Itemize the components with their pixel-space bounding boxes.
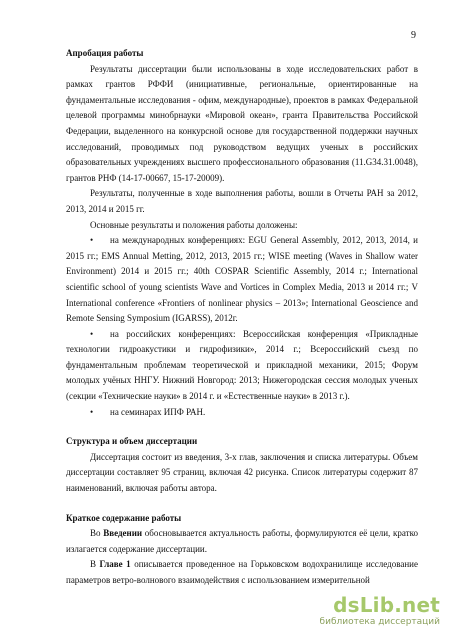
text-run: В xyxy=(90,559,100,570)
paragraph: Результаты, полученные в ходе выполнения работы, вошли в Отчеты РАН за 2012, 2013, 2014 и 2015 гг. xyxy=(66,188,418,214)
list-item xyxy=(66,327,418,405)
page-content xyxy=(66,46,418,589)
section-heading-summary: Краткое содержание работы xyxy=(66,512,182,523)
list-item-text: на международных конференциях: EGU General Assembly, 2012, 2013, 2014, и 2015 гг.; EMS Annual Metting, 2012, 2013, 2015 гг.; WISE meeting (Waves in Shallow water Environment) 2014 и 2015 гг.; 40th COSPAR Scientific Assembly, 2014 г.; International scientific school of young scientists Wave and Vortices in Complex Media, 2013 и 2014 гг.; V International conference «Frontiers of nonlinear physics – 2013»; International Geoscience and Remote Sensing Symposium (IGARSS), 2012г. xyxy=(66,235,418,324)
list-item xyxy=(66,233,418,327)
watermark-logo xyxy=(300,593,440,629)
paragraph xyxy=(66,557,418,588)
section-heading-approbation: Апробация работы xyxy=(66,48,144,58)
text-run: описывается проведенное на Горьковском водохранилище исследование параметров ветро-волнового взаимодействия с использованием измерительной xyxy=(66,559,418,585)
watermark-subtitle: библиотека диссертаций xyxy=(319,617,440,627)
paragraph: Результаты диссертации были использованы в ходе исследовательских работ в рамках грантов РФФИ (инициативные, региональные, ориентированные на фундаментальные исследования - офим, международные), проектов в рамках Федеральной целевой программы минобрнауки «Мировой океан», гранта Правительства Российской Федерации, выделенного на конкурсной основе для государственной поддержки научных исследований, проводимых под руководством ведущих ученых в российских образовательных учреждениях высшего профессионального образования (11.G34.31.0048), грантов РНФ (14-17-00667, 15-17-20009). xyxy=(66,63,418,183)
watermark-title: dsLib.net xyxy=(333,593,440,617)
bold-term: Введении xyxy=(103,528,143,539)
page-number: 9 xyxy=(411,30,416,41)
list-item-text: на семинарах ИПФ РАН. xyxy=(110,406,206,417)
section-heading-structure: Структура и объем диссертации xyxy=(66,436,198,447)
text-run: обосновывается актуальность работы, формулируются её цели, кратко излагается содержание диссертации. xyxy=(66,528,418,554)
list-item-text: на российских конференциях: Всероссийская конференция «Прикладные технологии гидроакустики и гидрофизики», 2014 г.; Всероссийский съезд по фундаментальным проблемам теоретической и прикладной механики, 2015; Форум молодых учёных ННГУ. Нижний Новгород: 2013; Нижегородская сессия молодых ученых (секции «Технические науки» в 2014 г. и «Естественные науки» в 2013 г.). xyxy=(66,328,418,402)
paragraph xyxy=(66,526,418,557)
paragraph: Диссертация состоит из введения, 3-х глав, заключения и списка литературы. Объем диссертации составляет 95 страниц, включая 42 рисунка. Список литературы содержит 87 наименований, включая работы автора. xyxy=(66,451,418,494)
paragraph: Основные результаты и положения работы доложены: xyxy=(90,219,298,230)
bullet-icon: • xyxy=(90,406,94,417)
bullet-icon: • xyxy=(90,328,94,339)
text-run: Во xyxy=(90,528,104,539)
bold-term: Главе 1 xyxy=(99,559,131,570)
bullet-icon: • xyxy=(90,235,94,246)
list-item xyxy=(66,405,418,421)
